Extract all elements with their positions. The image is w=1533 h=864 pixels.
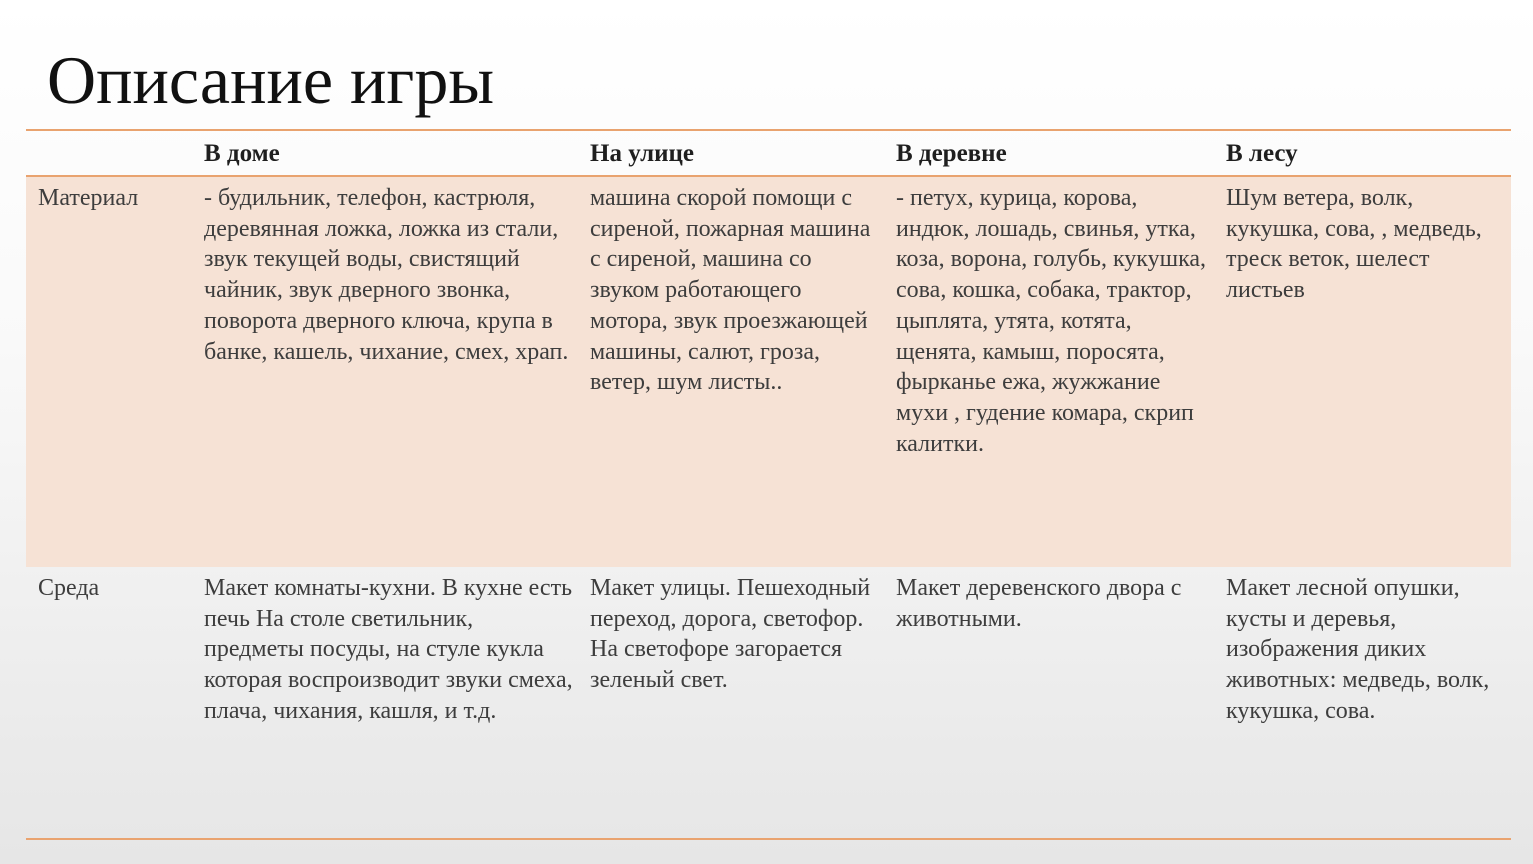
cell-environment-street: Макет улицы. Пешеходный переход, дорога, светофор. На светофоре загорается зеленый свет. [590, 575, 871, 694]
table-row-material [26, 176, 1511, 567]
row-label-environment: Среда [38, 575, 100, 601]
slide-title: Описание игры [47, 42, 495, 118]
cell-material-forest: Шум ветера, волк, кукушка, сова, , медведь, треск веток, шелест листьев [1226, 185, 1482, 304]
cell-material-village: - петух, курица, корова, индюк, лошадь, свинья, утка, коза, ворона, голубь, кукушка, сова, кошка, собака, трактор, цыплята, утята, котята, щенята, камыш, поросята, фырканье ежа, жужжание мухи , гудение комара, скрип калитки. [896, 185, 1207, 457]
row-label-material: Материал [38, 185, 139, 211]
header-empty-cell [26, 130, 192, 176]
table-row-environment [26, 567, 1511, 839]
table-header-row [26, 130, 1511, 176]
header-in-village: В деревне [896, 140, 1007, 167]
header-on-street: На улице [590, 140, 695, 167]
cell-environment-village: Макет деревенского двора с животными. [896, 575, 1182, 632]
header-at-home: В доме [204, 140, 280, 167]
game-description-table [26, 129, 1511, 840]
cell-environment-home: Макет комнаты-кухни. В кухне есть печь На столе светильник, предметы посуды, на стуле кукла которая воспроизводит звуки смеха, плача, чихания, кашля, и т.д. [204, 575, 573, 724]
header-in-forest: В лесу [1226, 140, 1298, 167]
cell-environment-forest: Макет лесной опушки, кусты и деревья, изображения диких животных: медведь, волк, кукушка, сова. [1226, 575, 1490, 724]
cell-material-home: - будильник, телефон, кастрюля, деревянная ложка, ложка из стали, звук текущей воды, свистящий чайник, звук дверного звонка, поворота дверного ключа, крупа в банке, кашель, чихание, смех, храп. [204, 185, 569, 365]
cell-material-street: машина скорой помощи с сиреной, пожарная машина с сиреной, машина со звуком работающего мотора, звук проезжающей машины, салют, гроза, ветер, шум листы.. [590, 185, 871, 396]
